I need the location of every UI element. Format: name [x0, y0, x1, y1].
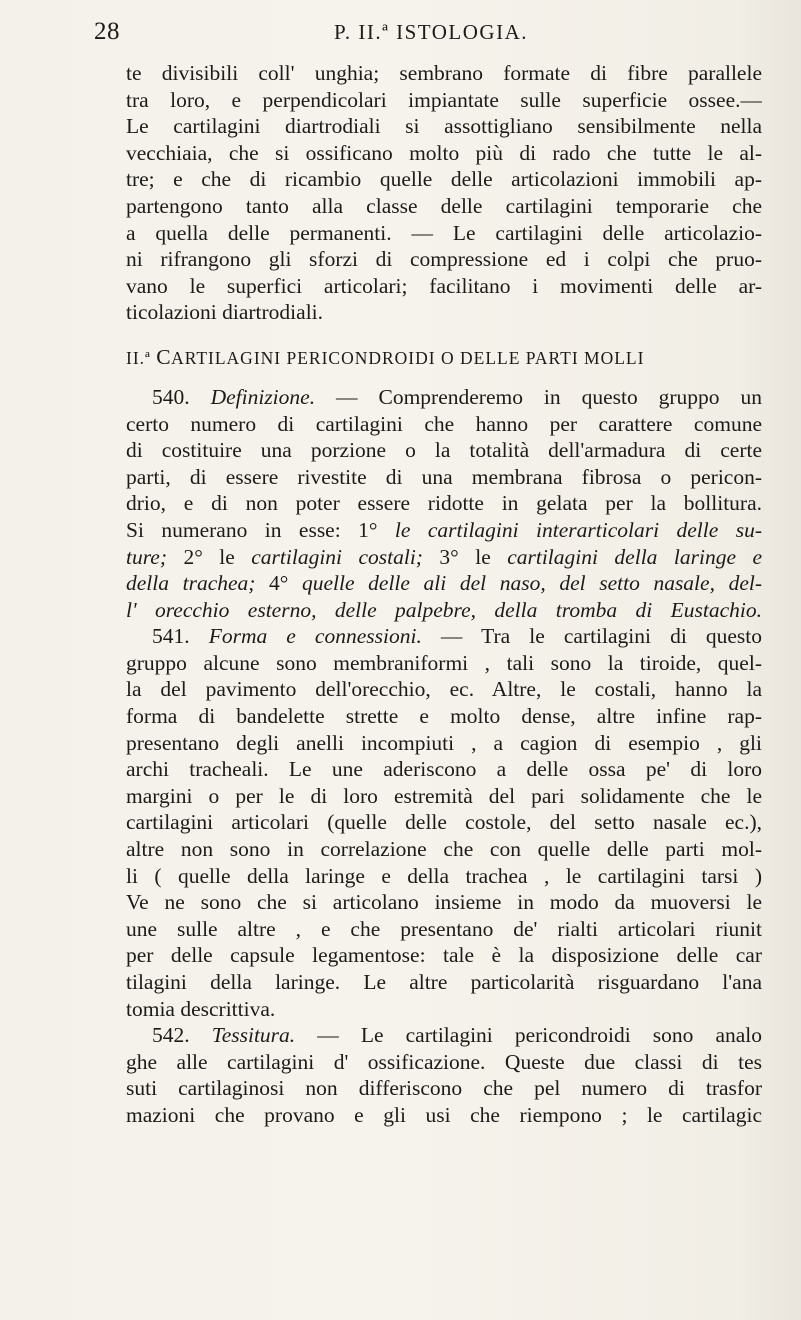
text-line — [126, 517, 762, 544]
text-line: mazioni che provano e gli usi che riempono ; le cartilagic — [126, 1102, 762, 1127]
text-line: te divisibili coll' unghia; sembrano formate di fibre parallele — [126, 61, 762, 85]
section-initial: C — [156, 344, 172, 369]
text-span: — Tra le cartilagini di questo — [440, 624, 762, 649]
paragraph-number: 542. — [152, 1023, 190, 1048]
running-title: P. II.ª ISTOLOGIA. — [334, 20, 528, 44]
text-span: 2° le — [167, 544, 252, 569]
italic-span: le cartilagini interarticolari delle su- — [394, 517, 762, 542]
text-line: Ve ne sono che si articolano insieme in modo da muoversi le — [126, 890, 762, 915]
text-line: tre; e che di ricambio quelle delle articolazioni immobili ap- — [126, 167, 762, 192]
text-line: margini o per le di loro estremità del pari solidamente che le — [126, 783, 762, 808]
section-number: II.ª — [126, 347, 151, 368]
text-span: — Le cartilagini pericondroidi sono analo — [317, 1023, 762, 1048]
text-line: partengono tanto alla classe delle cartilagini temporarie che — [126, 193, 762, 218]
text-span: 4° — [255, 571, 303, 596]
text-line: tomia descrittiva. — [126, 996, 276, 1021]
text-line: certo numero di cartilagini che hanno per carattere comune — [126, 411, 762, 436]
text-line: a quella delle permanenti. — Le cartilagini delle articolazio- — [126, 220, 762, 245]
paragraph-title: Tessitura. — [211, 1023, 296, 1048]
section-heading — [126, 344, 762, 370]
text-line: di costituire una porzione o la totalità dell'armadura di certe — [126, 438, 762, 463]
text-line: drio, e di non poter essere ridotte in gelata per la bollitura. — [126, 491, 762, 516]
text-line: vano le superfici articolari; facilitano i movimenti delle ar- — [126, 273, 762, 298]
italic-span: cartilagini costali; — [251, 544, 423, 569]
page-number: 28 — [94, 18, 120, 45]
text-line: une sulle altre , e che presentano de' rialti articolari riunit — [126, 916, 762, 941]
text-line: presentano degli anelli incompiuti , a cagion di esempio , gli — [126, 730, 762, 755]
text-line — [126, 623, 762, 650]
italic-span: della trachea; — [126, 571, 256, 596]
text-line — [126, 570, 762, 597]
paragraph-number: 540. — [152, 384, 190, 409]
text-span: 3° le — [422, 544, 508, 569]
body-text — [126, 60, 762, 1129]
text-line: altre non sono in correlazione che con quelle delle parti mol- — [126, 837, 762, 862]
text-line: Le cartilagini diartrodiali si assottigliano sensibilmente nella — [126, 114, 762, 139]
text-line: tra loro, e perpendicolari impiantate sulle superficie ossee.— — [126, 87, 762, 112]
text-line: per delle capsule legamentose: tale è la disposizione delle car — [126, 943, 762, 968]
paragraph-542 — [126, 1022, 762, 1128]
text-line: archi tracheali. Le une aderiscono a delle ossa pe' di loro — [126, 757, 762, 782]
text-line: cartilagini articolari (quelle delle costole, del setto nasale ec.), — [126, 810, 762, 835]
paragraph-title: Forma e connessioni. — [208, 624, 422, 649]
text-line: suti cartilaginosi non differiscono che pel numero di trasfor — [126, 1076, 762, 1101]
text-line: la del pavimento dell'orecchio, ec. Altre, le costali, hanno la — [126, 677, 762, 702]
text-line: li ( quelle della laringe e della trachea , le cartilagini tarsi ) — [126, 863, 762, 888]
text-line: ni rifrangono gli sforzi di compressione ed i colpi che pruo- — [126, 247, 762, 272]
text-line: ghe alle cartilagini d' ossificazione. Queste due classi di tes — [126, 1049, 762, 1074]
italic-span: quelle delle ali del naso, del setto nasale, del- — [302, 571, 762, 596]
text-span: Si numerano in esse: 1° — [126, 517, 395, 542]
text-line: vecchiaia, che si ossificano molto più di rado che tutte le al- — [126, 140, 762, 165]
paragraph-title: Definizione. — [210, 384, 316, 409]
text-line — [126, 597, 762, 624]
text-line: gruppo alcune sono membraniformi , tali sono la tiroide, quel- — [126, 650, 762, 675]
text-line — [126, 1022, 762, 1049]
text-line — [126, 384, 762, 411]
italic-span: cartilagini della laringe e — [507, 544, 762, 569]
text-span: — Comprenderemo in questo gruppo un — [336, 384, 762, 409]
page-header — [94, 18, 734, 48]
text-line: ticolazioni diartrodiali. — [126, 300, 324, 325]
paragraph-intro — [126, 60, 762, 326]
paragraph-541 — [126, 623, 762, 1022]
text-line: parti, di essere rivestite di una membrana fibrosa o pericon- — [126, 464, 762, 489]
paragraph-540 — [126, 384, 762, 623]
italic-span: l' orecchio esterno, delle palpebre, della tromba di Eustachio. — [126, 597, 762, 622]
section-title: ARTILAGINI PERICONDROIDI O DELLE PARTI MOLLI — [171, 347, 645, 368]
italic-span: ture; — [126, 544, 167, 569]
paragraph-number: 541. — [152, 624, 190, 649]
text-line — [126, 544, 762, 571]
text-line: forma di bandelette strette e molto dense, altre infine rap- — [126, 704, 762, 729]
text-line: tilagini della laringe. Le altre particolarità risguardano l'ana — [126, 970, 762, 994]
